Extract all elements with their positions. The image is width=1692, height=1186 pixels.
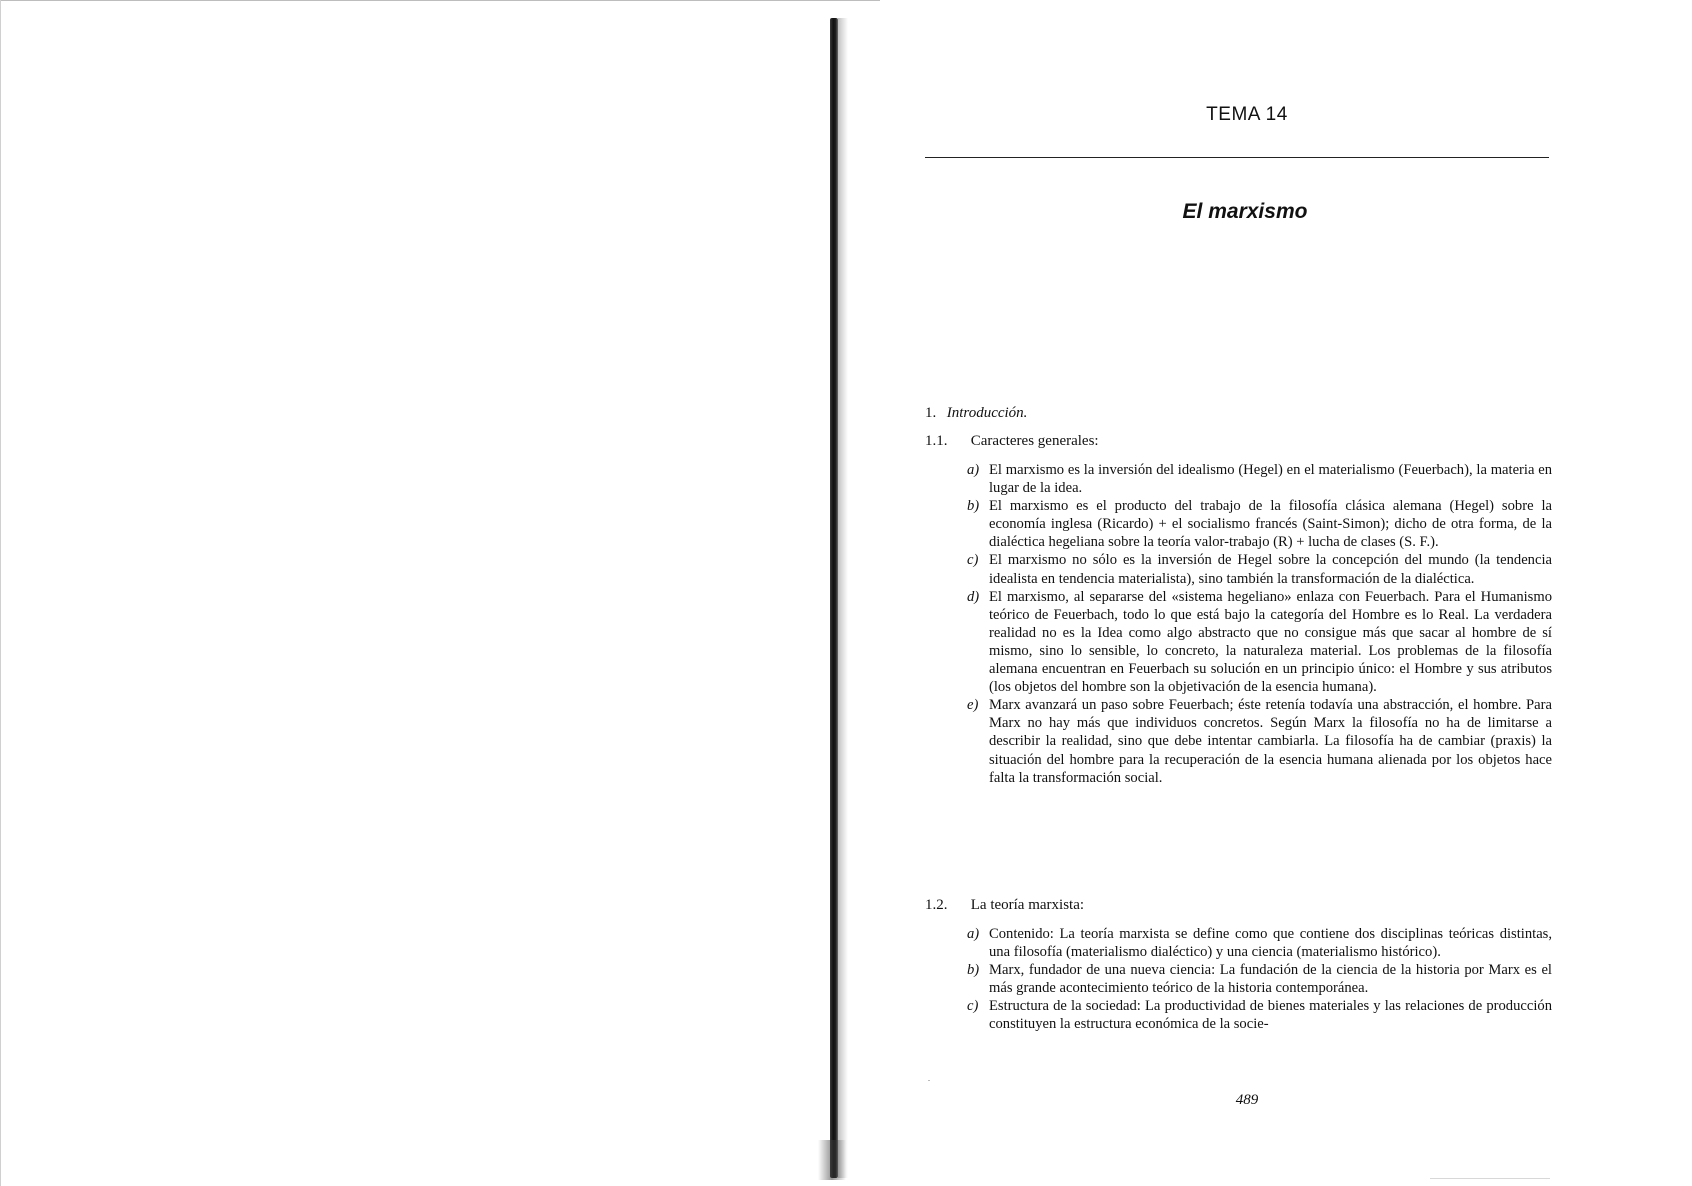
subsection-label: Caracteres generales: <box>970 433 1099 449</box>
scan-speck <box>1430 1178 1550 1179</box>
item-text: El marxismo, al separarse del «sistema hegeliano» enlaza con Feuerbach. Para el Humanismo teórico de Feuerbach, todo lo que está bajo la categoría del Hombre es lo Real. La verdadera realidad no es la Idea como algo abstracto que no consigue más que sacar al hombre de sí mismo, sino lo sensible, lo concreto, la naturaleza material. Los problemas de la filosofía alemana encuentran en Feuerbach su solución en un principio único: el Hombre y sus atributos (los objetos del hombre son la objetivación de la esencia humana). <box>989 588 1552 696</box>
list-item <box>967 997 1552 1033</box>
scan-top-edge <box>0 0 880 1</box>
list-item <box>967 925 1552 961</box>
item-marker: a) <box>967 462 980 478</box>
heading-rule <box>925 157 1549 158</box>
list-item <box>967 551 1552 587</box>
list-item <box>967 588 1552 697</box>
list-item <box>967 961 1552 997</box>
scan-speck <box>928 1080 930 1081</box>
right-page <box>925 100 1552 1108</box>
marxist-theory-list <box>967 925 1552 1034</box>
chapter-heading: TEMA 14 <box>1206 104 1288 125</box>
list-item <box>967 461 1552 497</box>
item-marker: d) <box>967 588 980 605</box>
subsection-heading-2 <box>925 897 1084 914</box>
characteristics-list <box>967 461 1552 787</box>
gutter-shadow <box>838 18 848 1178</box>
item-text: El marxismo es la inversión del idealismo (Hegel) en el materialismo (Feuerbach), la materia en lugar de la idea. <box>989 462 1552 497</box>
item-marker: b) <box>967 962 980 979</box>
chapter-title: El marxismo <box>1182 200 1308 223</box>
item-marker: b) <box>967 498 980 515</box>
item-text: Contenido: La teoría marxista se define como que contiene dos disciplinas teóricas distintas, una filosofía (materialismo dialéctico) y una ciencia (materialismo histórico). <box>989 926 1552 961</box>
list-item <box>967 497 1552 551</box>
subsection-number: 1.2. <box>925 897 948 913</box>
section-number: 1. <box>925 405 937 421</box>
gutter-shadow-foot <box>818 1140 846 1180</box>
item-marker: c) <box>967 998 979 1015</box>
subsection-number: 1.1. <box>925 433 948 449</box>
page-number: 489 <box>1235 1092 1259 1108</box>
item-text: Estructura de la sociedad: La productividad de bienes materiales y las relaciones de producción constituyen la estructura económica de la socie- <box>989 998 1552 1033</box>
item-marker: c) <box>967 552 979 569</box>
item-text: Marx avanzará un paso sobre Feuerbach; éste retenía todavía una abstracción, el hombre. Para Marx no hay más que individuos concretos. Según Marx la filosofía no ha de limitarse a describir la realidad, sino que debe intentar cambiarla. La filosofía ha de cambiar (praxis) la situación del hombre para la recuperación de la esencia humana alienada por los objetos hace falta la transformación social. <box>989 697 1552 786</box>
section-label: Introducción. <box>946 405 1028 421</box>
book-spine-gutter <box>830 18 838 1178</box>
item-marker: a) <box>967 926 980 942</box>
section-heading <box>925 405 1027 422</box>
item-text: Marx, fundador de una nueva ciencia: La fundación de la ciencia de la historia por Marx es el más grande acontecimiento teórico de la historia contemporánea. <box>989 962 1552 997</box>
subsection-heading-1 <box>925 433 1099 450</box>
scan-left-edge <box>0 0 1 1186</box>
list-item <box>967 696 1552 786</box>
subsection-label: La teoría marxista: <box>970 897 1085 913</box>
item-text: El marxismo no sólo es la inversión de Hegel sobre la concepción del mundo (la tendencia idealista en tendencia materialista), sino también la transformación de la dialéctica. <box>989 552 1552 587</box>
item-text: El marxismo es el producto del trabajo de la filosofía clásica alemana (Hegel) sobre la economía inglesa (Ricardo) + el socialismo francés (Saint-Simon); dicho de otra forma, de la dialéctica hegeliana sobre la teoría valor-trabajo (R) + lucha de clases (S. F.). <box>989 498 1552 551</box>
item-marker: e) <box>967 697 979 714</box>
